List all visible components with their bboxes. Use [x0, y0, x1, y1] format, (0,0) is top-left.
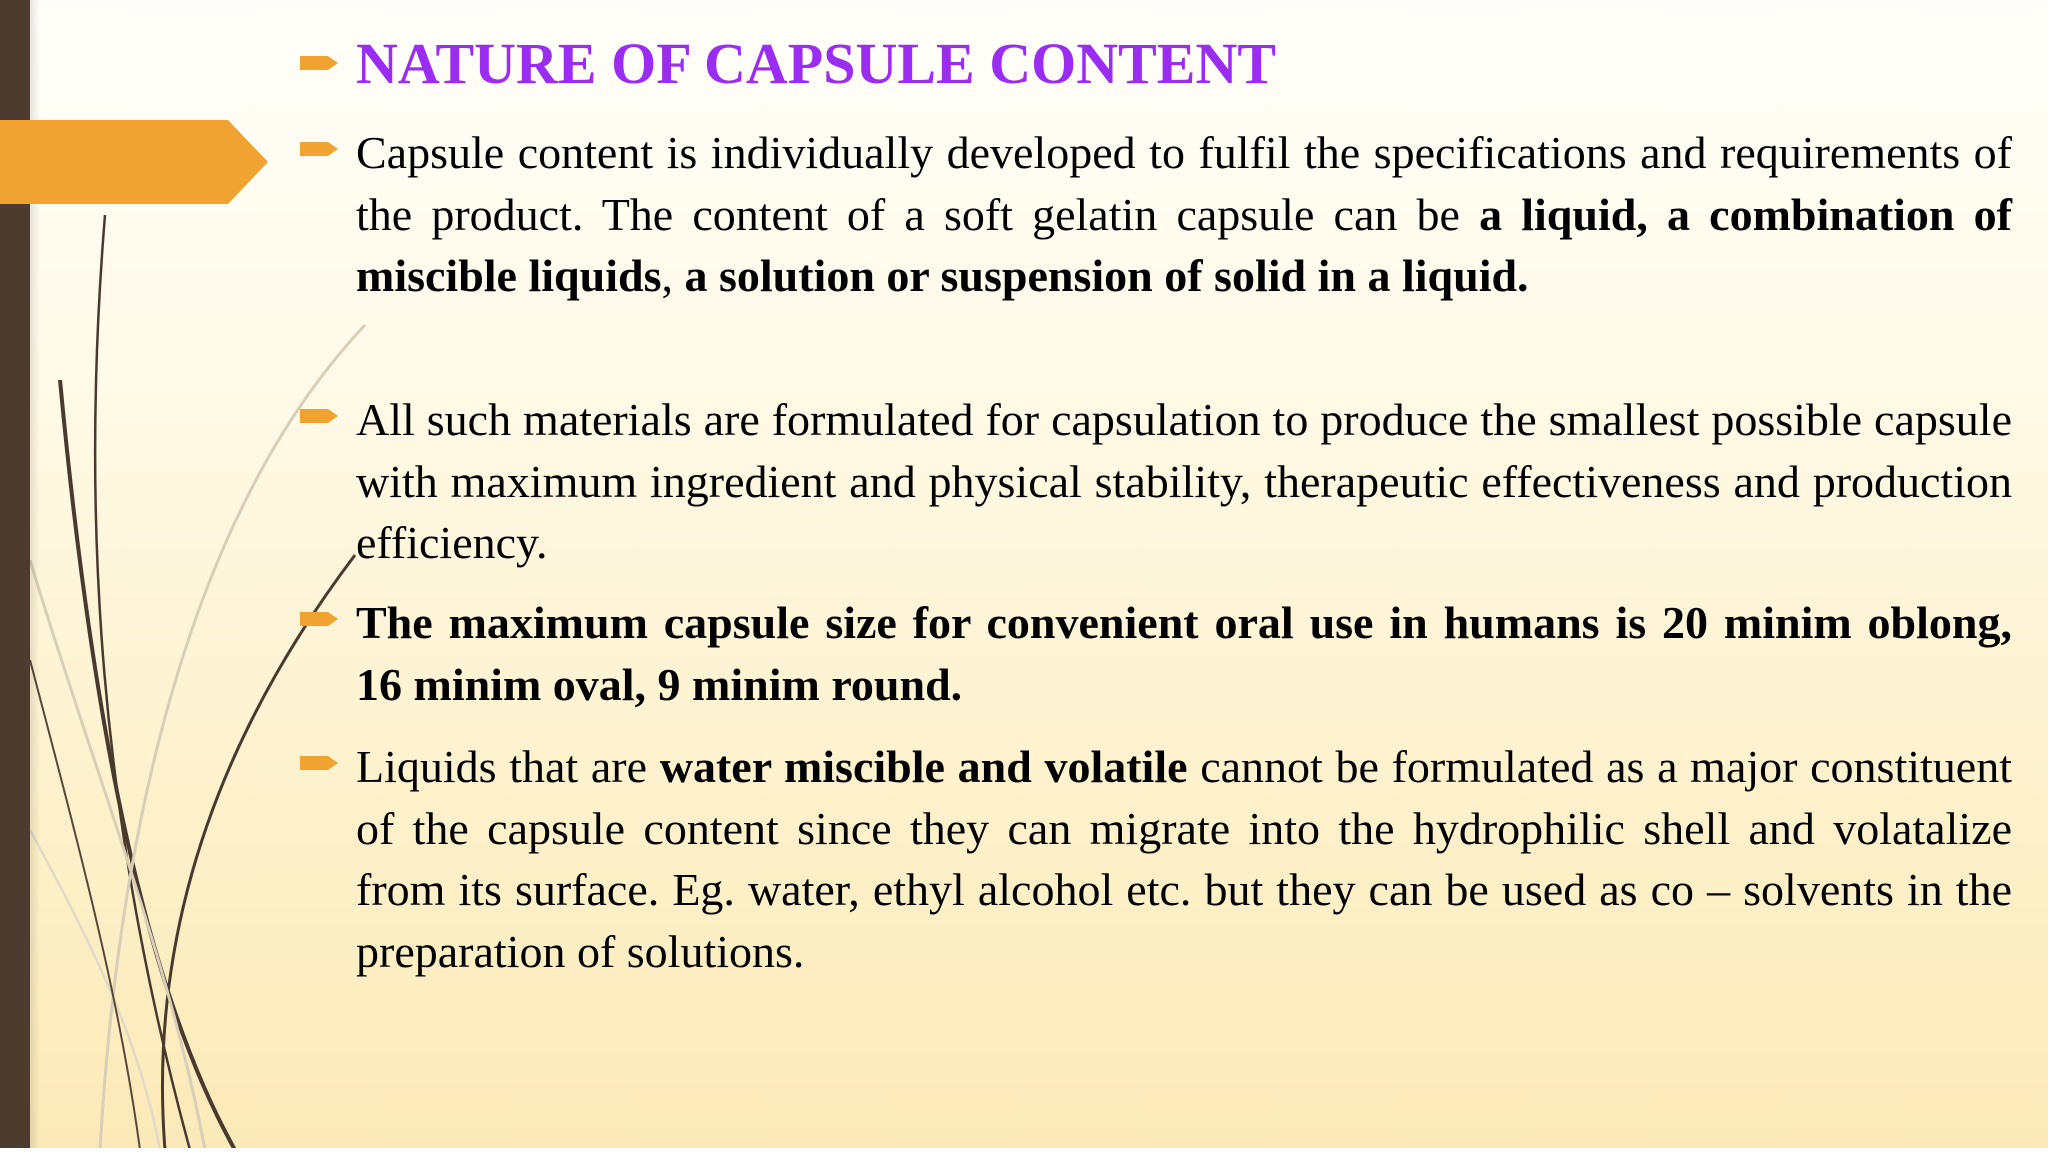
arrow-bullet-icon — [300, 52, 340, 74]
bullet-item-3 — [300, 592, 2012, 715]
bullet-text-normal: Liquids that are — [356, 741, 660, 792]
bullet-text — [356, 122, 2012, 307]
arrow-bullet-icon — [300, 138, 340, 160]
bullet-text — [356, 389, 2012, 574]
bullet-text — [356, 736, 2012, 982]
bullet-text-bold: The maximum capsule size for convenient oral use in humans is 20 minim oblong, 16 minim oval, 9 minim round. — [356, 597, 2012, 710]
bullet-item-1 — [300, 122, 2012, 307]
bottom-strip — [0, 1148, 2048, 1152]
arrow-bullet-icon — [300, 608, 340, 630]
arrow-bullet-icon — [300, 752, 340, 774]
title-row — [300, 26, 1276, 100]
bullet-text — [356, 592, 2012, 715]
bullet-item-2 — [300, 389, 2012, 574]
bullet-text-normal: , — [661, 250, 685, 301]
bullet-text-bold: a solution or suspension of solid in a liquid. — [684, 250, 1529, 301]
bullet-text-normal: cannot be formulated as a major constituent of the capsule content since they can migrate into the hydrophilic shell and volatalize from its surface. Eg. water, ethyl alcohol etc. but they can be used as co – solvents in the preparation of solutions. — [356, 741, 2012, 977]
bullet-text-bold: water miscible and volatile — [659, 741, 1188, 792]
bullet-item-4 — [300, 736, 2012, 982]
bullet-text-normal: Capsule content is individually developed to fulfil the specifications and requirements of the product. The content of a soft gelatin capsule can be — [356, 127, 2012, 240]
bullet-text-normal: All such materials are formulated for capsulation to produce the smallest possible capsule with maximum ingredient and physical stability, therapeutic effectiveness and production efficiency. — [356, 394, 2012, 568]
arrow-bullet-icon — [300, 405, 340, 427]
slide-title: NATURE OF CAPSULE CONTENT — [356, 30, 1277, 96]
bullet-text-bold: a liquid, a combination of miscible liquids — [356, 188, 2012, 301]
